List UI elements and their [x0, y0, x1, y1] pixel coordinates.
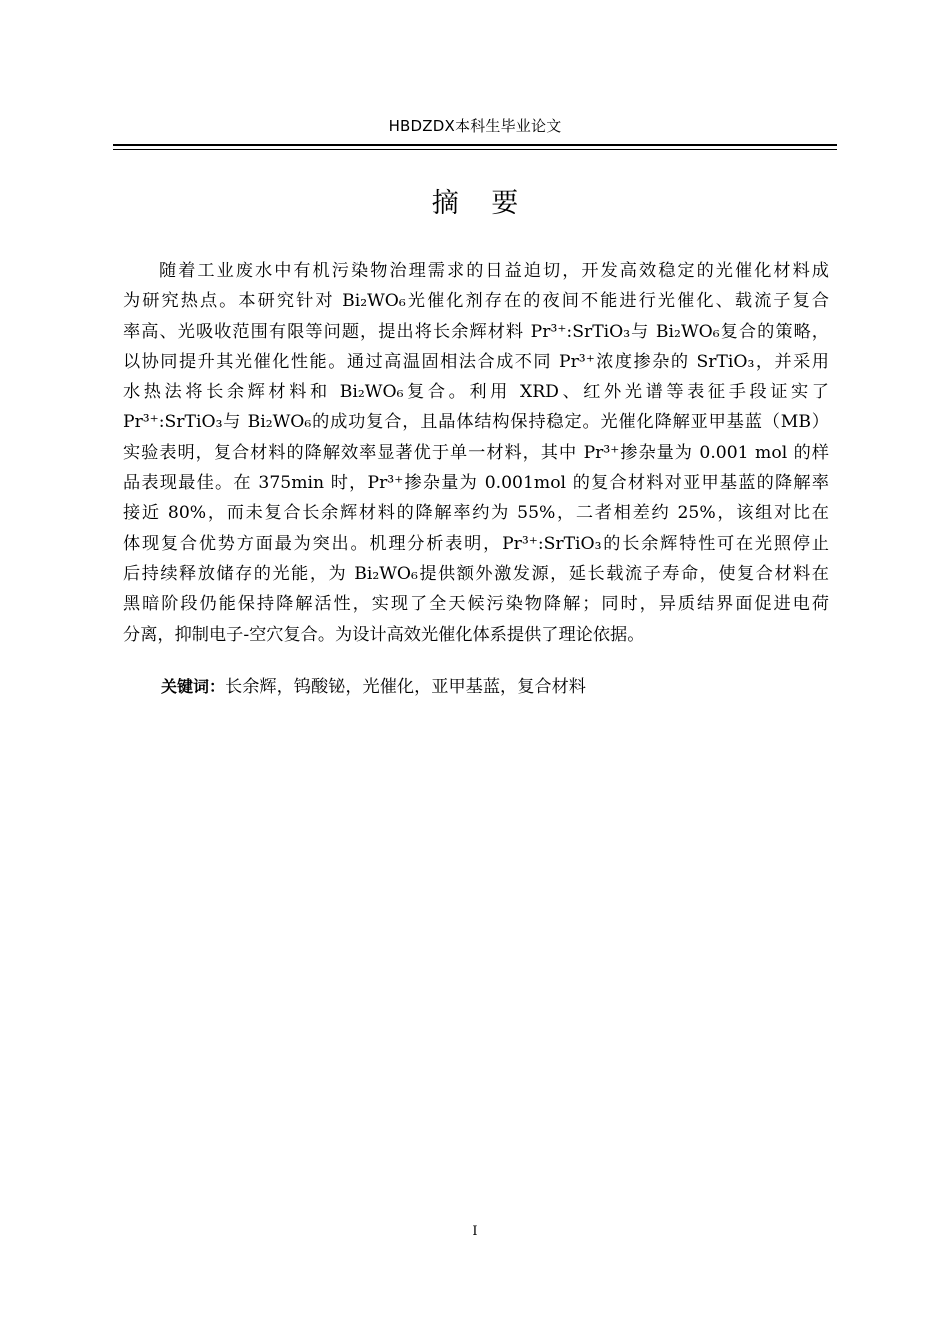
abstract-line: 后持续释放储存的光能，为 Bi₂WO₆提供额外激发源，延长载流子寿命，使复合材料在	[123, 563, 829, 584]
header-rule-thin	[113, 149, 837, 150]
keywords-value: 长余辉，钨酸铋，光催化，亚甲基蓝，复合材料	[225, 677, 586, 697]
abstract-title: 摘 要	[431, 188, 531, 219]
page-number: I	[472, 1224, 478, 1239]
abstract-line: 率高、光吸收范围有限等问题，提出将长余辉材料 Pr³⁺:SrTiO₃与 Bi₂WO₆复合的策略，	[123, 321, 829, 342]
abstract-line: 水热法将长余辉材料和 Bi₂WO₆复合。利用 XRD、红外光谱等表征手段证实了	[123, 382, 829, 403]
keywords	[161, 672, 586, 702]
running-header: HBDZDX本科生毕业论文	[388, 117, 562, 135]
abstract-line: 黑暗阶段仍能保持降解活性，实现了全天候污染物降解；同时，异质结界面促进电荷	[123, 594, 829, 615]
abstract-line: 品表现最佳。在 375min 时，Pr³⁺掺杂量为 0.001mol 的复合材料对亚甲基蓝的降解率	[123, 473, 829, 494]
abstract-line: Pr³⁺:SrTiO₃与 Bi₂WO₆的成功复合，且晶体结构保持稳定。光催化降解亚甲基蓝（MB）	[123, 412, 829, 433]
header-rule-thick	[113, 144, 837, 146]
abstract-paragraph	[123, 256, 829, 650]
abstract-line: 分离，抑制电子-空穴复合。为设计高效光催化体系提供了理论依据。	[123, 624, 645, 645]
abstract-line: 实验表明，复合材料的降解效率显著优于单一材料，其中 Pr³⁺掺杂量为 0.001 mol 的样	[123, 442, 829, 463]
abstract-line: 随着工业废水中有机污染物治理需求的日益迫切，开发高效稳定的光催化材料成	[159, 261, 829, 281]
abstract-line: 接近 80%，而未复合长余辉材料的降解率约为 55%，二者相差约 25%，该组对比在	[123, 503, 829, 524]
abstract-line: 体现复合优势方面最为突出。机理分析表明，Pr³⁺:SrTiO₃的长余辉特性可在光照停止	[123, 533, 829, 554]
abstract-line: 为研究热点。本研究针对 Bi₂WO₆光催化剂存在的夜间不能进行光催化、载流子复合	[123, 291, 829, 312]
keywords-label: 关键词：	[161, 677, 226, 696]
abstract-line: 以协同提升其光催化性能。通过高温固相法合成不同 Pr³⁺浓度掺杂的 SrTiO₃，并采用	[123, 351, 829, 372]
